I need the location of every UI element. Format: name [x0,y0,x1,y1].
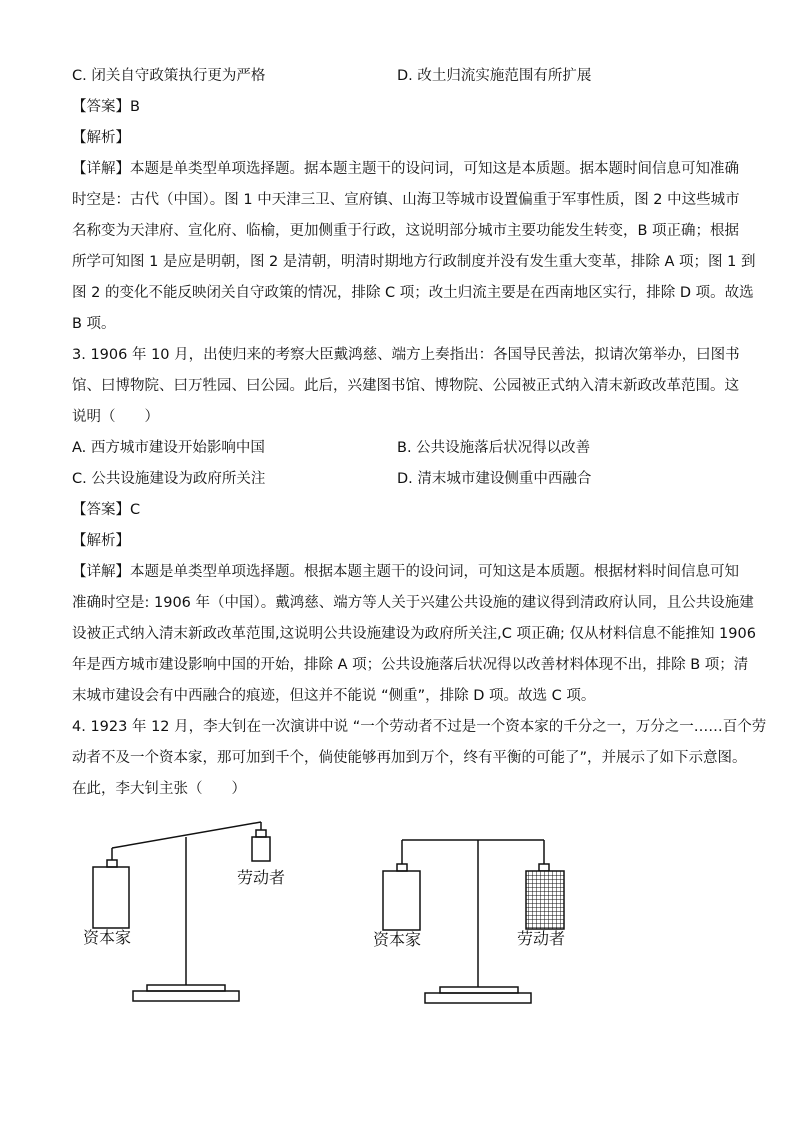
scale-base-top [147,985,225,991]
q2-detail-line: 【详解】本题是单类型单项选择题。据本题主题干的设问词，可知这是本质题。据本题时间信息可知准确 [72,161,739,177]
q2-option-d: D. 改土归流实施范围有所扩展 [397,68,592,84]
q2-detail-line: 图 2 的变化不能反映闭关自守政策的情况，排除 C 项；改土归流主要是在西南地区实行，排除 D 项。故选 [72,285,754,301]
q2-detail-line: B 项。 [72,316,116,332]
q3-detail-line: 末城市建设会有中西融合的痕迹，但这并不能说 “侧重”，排除 D 项。故选 C 项。 [72,688,596,704]
scale-base-bottom [133,991,239,1001]
q4-stem-line: 在此，李大钊主张（ ） [72,781,246,797]
capitalist-weight [383,871,420,930]
scale-base-top [440,987,518,993]
left-hook [397,864,407,871]
q4-stem-line: 动者不及一个资本家，那可加到千个，倘使能够再加到万个，终有平衡的可能了”，并展示了如下示意图。 [72,750,747,766]
balance-scales-diagram [60,815,640,1015]
q2-detail-line: 名称变为天津府、宣化府、临榆，更加侧重于行政，这说明部分城市主要功能发生转变，B 项正确；根据 [72,223,740,239]
q2-analysis-heading: 【解析】 [72,130,130,146]
worker-weight [252,837,270,861]
q3-analysis-heading: 【解析】 [72,533,130,549]
right-capitalist-label: 资本家 [373,930,422,949]
left-capitalist-label: 资本家 [83,928,132,947]
q3-option-b: B. 公共设施落后状况得以改善 [397,440,591,456]
q3-option-a: A. 西方城市建设开始影响中国 [72,440,265,456]
left-hook [107,860,117,867]
q2-option-c: C. 闭关自守政策执行更为严格 [72,68,266,84]
q3-answer: 【答案】C [72,502,141,518]
workers-grid-weight [526,871,564,929]
right-hook [256,830,266,837]
tilted-scale [93,822,270,1001]
q2-detail-line: 时空是：古代（中国）。图 1 中天津三卫、宣府镇、山海卫等城市设置偏重于军事性质，图 2 中这些城市 [72,192,740,208]
q3-stem-line: 说明（ ） [72,409,159,425]
right-hook [539,864,549,871]
q3-stem-line: 3. 1906 年 10 月，出使归来的考察大臣戴鸿慈、端方上奏指出：各国导民善法，拟请次第举办，曰图书 [72,347,740,363]
q2-detail-line: 所学可知图 1 是应是明朝，图 2 是清朝，明清时期地方行政制度并没有发生重大变革，排除 A 项；图 1 到 [72,254,756,270]
q3-detail-line: 【详解】本题是单类型单项选择题。根据本题主题干的设问词，可知这是本质题。根据材料时间信息可知 [72,564,739,580]
q2-answer: 【答案】B [72,99,140,115]
q3-detail-line: 年是西方城市建设影响中国的开始，排除 A 项；公共设施落后状况得以改善材料体现不出，排除 B 项；清 [72,657,749,673]
q3-detail-line: 设被正式纳入清末新政改革范围,这说明公共设施建设为政府所关注,C 项正确; 仅从材料信息不能推知 1906 [72,626,756,642]
right-worker-label: 劳动者 [517,929,566,948]
scale-base-bottom [425,993,531,1003]
q3-option-c: C. 公共设施建设为政府所关注 [72,471,266,487]
q3-detail-line: 准确时空是: 1906 年（中国）。戴鸿慈、端方等人关于兴建公共设施的建议得到清政府认同，且公共设施建 [72,595,754,611]
left-worker-label: 劳动者 [237,868,286,887]
balanced-scale [383,840,564,1003]
capitalist-weight [93,867,129,928]
q3-option-d: D. 清末城市建设侧重中西融合 [397,471,592,487]
q4-stem-line: 4. 1923 年 12 月，李大钊在一次演讲中说 “一个劳动者不过是一个资本家的千分之一，万分之一……百个劳 [72,719,767,735]
q3-stem-line: 馆、曰博物院、曰万牲园、曰公园。此后，兴建图书馆、博物院、公园被正式纳入清末新政改革范围。这 [72,378,739,394]
